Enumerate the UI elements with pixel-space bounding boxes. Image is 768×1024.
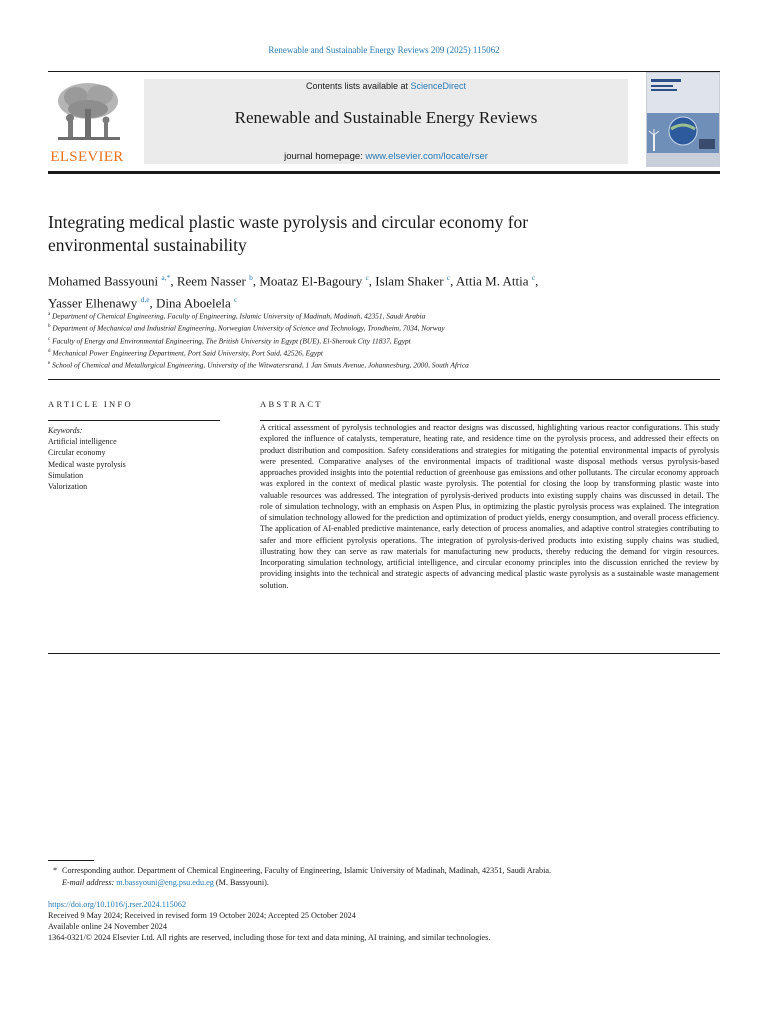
publisher-logo-text: ELSEVIER <box>50 149 124 165</box>
affiliation-text: Department of Mechanical and Industrial Engineering, Norwegian University of Science and Technology, Trondheim, 7034, Norway <box>52 323 445 333</box>
author-separator: , <box>252 273 260 289</box>
affiliation-item <box>48 359 720 371</box>
affiliation-text: Faculty of Energy and Environmental Engineering, The British University in Egypt (BUE), El-Sherouk City 11837, Egypt <box>52 336 411 345</box>
keyword-item: Artificial intelligence <box>48 437 117 447</box>
section-divider <box>48 379 720 380</box>
author-separator: , <box>450 273 456 289</box>
masthead-top-rule <box>48 71 720 72</box>
affiliation-list <box>48 310 720 371</box>
author-affiliation-marker[interactable]: c <box>446 273 451 282</box>
author-name[interactable]: Mohamed Bassyouni <box>48 273 159 289</box>
keyword-item: Medical waste pyrolysis <box>48 459 126 469</box>
author-separator: , <box>149 295 157 311</box>
journal-homepage-link[interactable]: www.elsevier.com/locate/rser <box>365 151 488 162</box>
author-affiliation-marker[interactable]: d,e <box>140 295 150 305</box>
journal-title: Renewable and Sustainable Energy Reviews <box>234 108 538 127</box>
abstract-heading: ABSTRACT <box>260 399 323 409</box>
author-separator: , <box>368 273 376 289</box>
abstract-rule <box>260 420 720 421</box>
affiliation-key: c <box>48 336 51 342</box>
corresponding-text: Corresponding author. Department of Chemical Engineering, Faculty of Engineering, Islamic University of Madinah, Madinah, 42351, Saudi Arabia. <box>62 866 552 875</box>
author-name[interactable]: Reem Nasser <box>176 273 246 289</box>
affiliation-text: Department of Chemical Engineering, Faculty of Engineering, Islamic University of Madinah, Madinah, 42351, Saudi Arabia <box>52 311 426 321</box>
abstract-bottom-rule <box>48 653 720 654</box>
sciencedirect-link[interactable]: ScienceDirect <box>410 81 467 91</box>
email-link[interactable]: m.bassyouni@eng.psu.edu.eg <box>116 878 214 887</box>
author-affiliation-marker[interactable]: c <box>234 295 238 305</box>
keywords-block <box>48 425 218 492</box>
footnote-rule <box>48 860 94 861</box>
email-label: E-mail address: <box>62 878 115 887</box>
article-info-rule <box>48 420 220 421</box>
author-list <box>48 268 708 313</box>
corresponding-marker: * <box>52 866 58 875</box>
author-name[interactable]: Moataz El-Bagoury <box>259 273 363 289</box>
affiliation-key: d <box>48 348 51 354</box>
doi-link[interactable]: https://doi.org/10.1016/j.rser.2024.115062 <box>48 900 187 909</box>
homepage-prefix: journal homepage: <box>284 151 366 162</box>
author-name[interactable]: Islam Shaker <box>375 273 444 289</box>
author-affiliation-marker[interactable]: c <box>365 273 369 282</box>
contents-line <box>144 81 628 91</box>
keywords-label: Keywords: <box>48 426 83 435</box>
author-affiliation-marker[interactable]: a,* <box>161 273 171 282</box>
author-affiliation-marker[interactable]: c <box>531 273 536 282</box>
affiliation-text: School of Chemical and Metallurgical Engineering, University of the Witwatersrand, 1 Jan Smuts Avenue, Johannesburg, 2000, South Africa <box>52 360 469 370</box>
affiliation-key: e <box>48 361 51 367</box>
article-title-line-1: Integrating medical plastic waste pyrolysis and circular economy for <box>48 212 529 232</box>
affiliation-item <box>48 322 720 334</box>
publication-info <box>48 900 720 944</box>
journal-cover-image <box>646 72 720 167</box>
article-title-line-2: environmental sustainability <box>48 235 247 255</box>
email-note <box>48 877 720 889</box>
copyright-line: 1364-0321/© 2024 Elsevier Ltd. All rights are reserved, including those for text and data mining, AI training, and similar technologies. <box>48 932 491 942</box>
author-name[interactable]: Attia M. Attia <box>455 273 529 289</box>
author-separator: , <box>170 273 177 289</box>
keyword-item: Circular economy <box>48 448 106 458</box>
affiliation-text: Mechanical Power Engineering Department, Port Said University, Port Said, 42526, Egypt <box>52 348 323 358</box>
footnotes <box>48 865 720 889</box>
author-name[interactable]: Yasser Elhenawy <box>48 295 138 311</box>
received-dates: Received 9 May 2024; Received in revised form 19 October 2024; Accepted 25 October 2024 <box>48 910 356 920</box>
affiliation-item <box>48 310 720 322</box>
affiliation-key: a <box>48 312 51 317</box>
affiliation-key: b <box>48 324 51 330</box>
keyword-item: Valorization <box>48 482 88 492</box>
keyword-item: Simulation <box>48 470 84 480</box>
masthead-bottom-rule <box>48 171 720 174</box>
author-separator: , <box>535 273 539 289</box>
corresponding-author-note <box>48 865 720 877</box>
available-online: Available online 24 November 2024 <box>48 921 167 931</box>
contents-prefix: Contents lists available at <box>305 81 411 91</box>
homepage-line <box>144 151 628 162</box>
affiliation-item <box>48 335 720 347</box>
affiliation-item <box>48 347 720 359</box>
article-title <box>48 211 668 257</box>
email-suffix: (M. Bassyouni). <box>213 878 269 887</box>
article-info-heading: ARTICLE INFO <box>48 399 133 409</box>
running-head: Renewable and Sustainable Energy Reviews 209 (2025) 115062 <box>268 45 500 55</box>
author-affiliation-marker[interactable]: b <box>249 273 253 282</box>
author-name[interactable]: Dina Aboelela <box>156 295 231 311</box>
abstract-text: A critical assessment of pyrolysis technologies and reactor designs was discussed, highlighting various reactor configurations. This study explored the influence of catalysts, temperature, heating rate, and residence time on the pyrolysis process, and addressed their effects on product distribution and composition. Safety considerations and strategies for mitigating the potential environmental impacts of pyrolysis were presented. Comparative analyses of the environmental impacts of traditional waste disposal methods versus pyrolysis-based approaches provided insights into the potential reduction of greenhouse gas emissions and other pollutants. The circular economy approach was explored in the context of medical plastic waste pyrolysis. The potential for closing the loop by transforming plastic waste into valuable resources was addressed. The integration of pyrolysis-derived products into existing supply chains was discussed in detail. The role of simulation technology, with an emphasis on Aspen Plus, in optimizing the plastic pyrolysis process was explained. The integration of simulation technology allowed for the prediction and optimization of product yields, energy consumption, and overall process efficiency. The application of AI-enabled predictive maintenance, early detection of process anomalies, and adaptive control strategies contributing to safer and more efficient pyrolysis operations. The integration of pyrolysis-derived products into existing supply chains was studied, illustrating how they can serve as raw materials for manufacturing new products, thereby reducing the demand for virgin resources. Incorporating simulation technology, artificial intelligence, and circular economy principles into the discussion enriched the review by providing insights into the technical and strategic aspects of advancing medical plastic waste pyrolysis as a sustainable waste management solution. <box>260 423 719 590</box>
